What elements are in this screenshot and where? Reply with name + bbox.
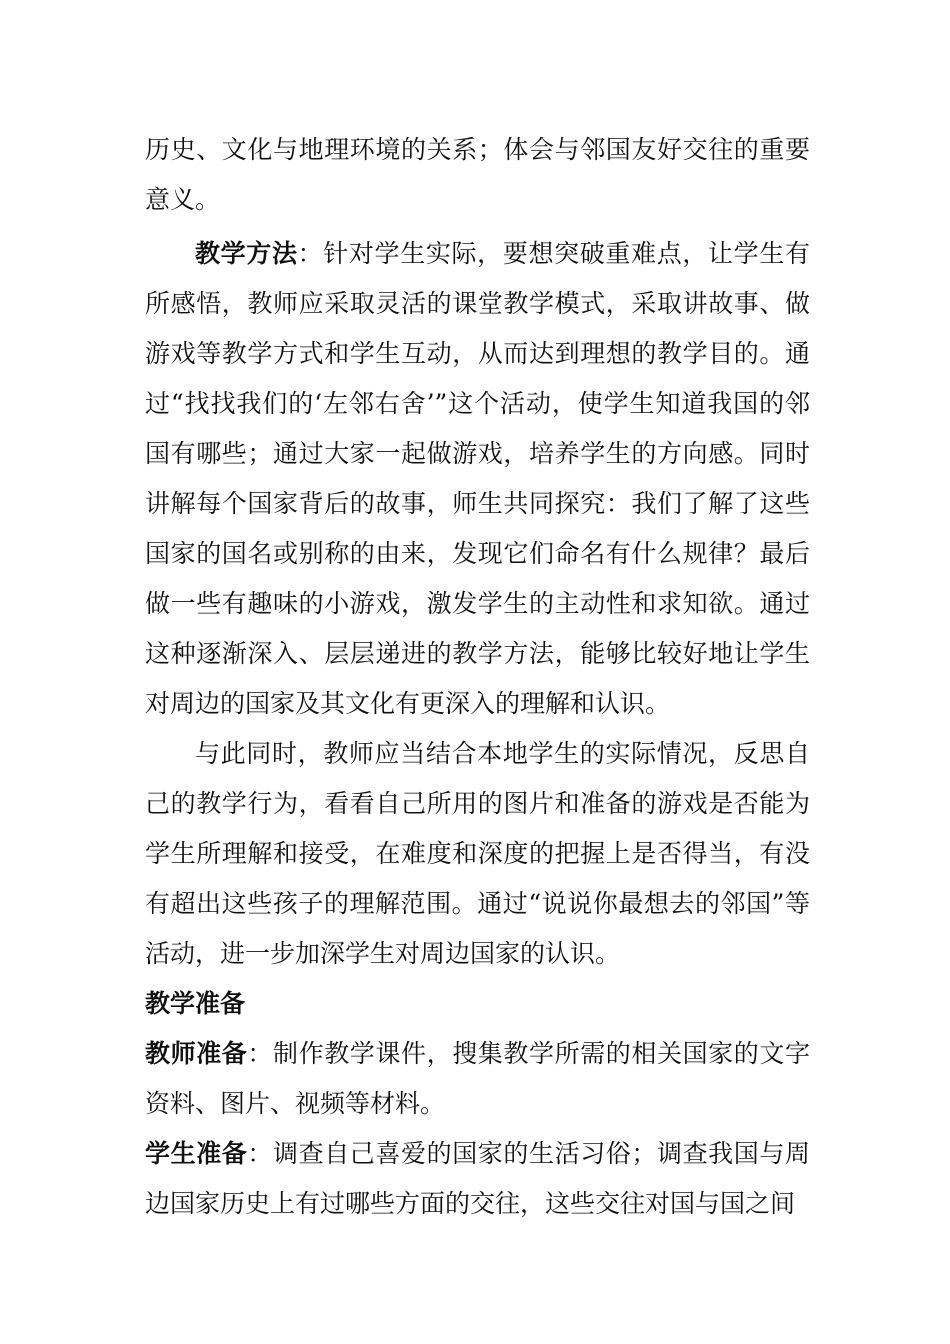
teaching-preparation-heading: 教学准备 bbox=[145, 989, 246, 1018]
student-preparation-paragraph bbox=[145, 1129, 810, 1229]
teaching-method-paragraph bbox=[145, 229, 810, 729]
document-page bbox=[145, 125, 810, 1229]
reflection-paragraph: 与此同时，教师应当结合本地学生的实际情况，反思自己的教学行为，看看自己所用的图片和准备的游戏是否能为学生所理解和接受，在难度和深度的把握上是否得当，有没有超出这些孩子的理解范围。通过“说说你最想去的邻国”等活动，进一步加深学生对周边国家的认识。 bbox=[145, 739, 810, 968]
teacher-preparation-label: 教师准备 bbox=[145, 1039, 248, 1068]
student-preparation-label: 学生准备 bbox=[145, 1139, 248, 1168]
teaching-method-label: 教学方法 bbox=[195, 239, 298, 268]
teacher-preparation-paragraph bbox=[145, 1029, 810, 1129]
student-preparation-text: ：调查自己喜爱的国家的生活习俗；调查我国与周边国家历史上有过哪些方面的交往，这些交往对国与国之间 bbox=[145, 1139, 810, 1218]
teacher-preparation-text: ：制作教学课件，搜集教学所需的相关国家的文字资料、图片、视频等材料。 bbox=[145, 1039, 810, 1118]
continuation-paragraph: 历史、文化与地理环境的关系；体会与邻国友好交往的重要意义。 bbox=[145, 135, 810, 214]
teaching-method-text: ：针对学生实际，要想突破重难点，让学生有所感悟，教师应采取灵活的课堂教学模式，采取讲故事、做游戏等教学方式和学生互动，从而达到理想的教学目的。通过“找找我们的‘左邻右舍’”这个活动，使学生知道我国的邻国有哪些；通过大家一起做游戏，培养学生的方向感。同时讲解每个国家背后的故事，师生共同探究：我们了解了这些国家的国名或别称的由来，发现它们命名有什么规律？最后做一些有趣味的小游戏，激发学生的主动性和求知欲。通过这种逐渐深入、层层递进的教学方法，能够比较好地让学生对周边的国家及其文化有更深入的理解和认识。 bbox=[145, 239, 810, 718]
